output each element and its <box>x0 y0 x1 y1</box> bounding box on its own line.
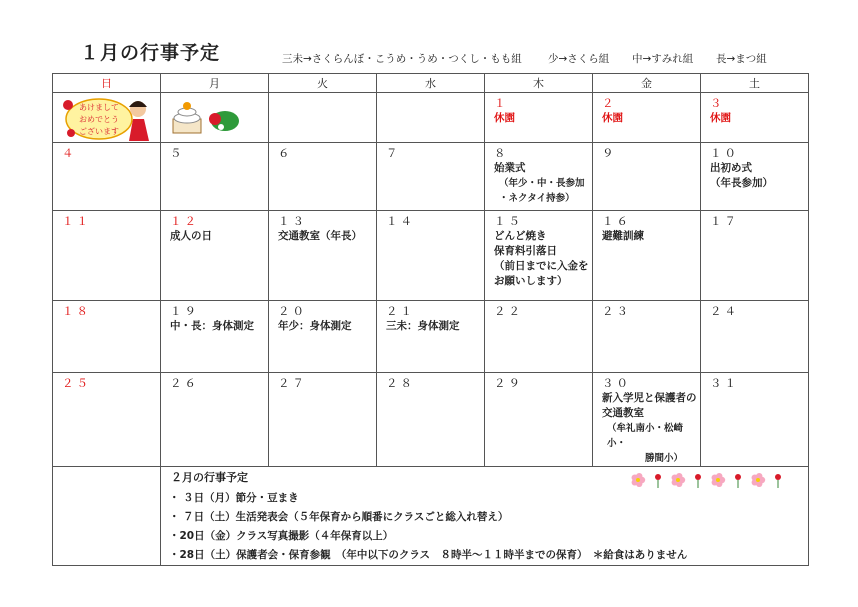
week-row <box>53 211 809 301</box>
day-number: １６ <box>602 214 631 228</box>
day-number: １８ <box>62 304 91 318</box>
weekday-header: 日 <box>53 74 161 93</box>
day-cell <box>269 301 377 373</box>
event-text: ・ネクタイ持参） <box>499 193 575 204</box>
february-event: ・ ３日（月）節分・豆まき <box>169 492 299 504</box>
day-number: １２ <box>170 214 199 228</box>
greeting-line: おめでとう <box>79 115 119 124</box>
event-text: 三未：身体測定 <box>386 320 460 332</box>
day-cell <box>377 211 485 301</box>
day-cell <box>161 301 269 373</box>
day-cell <box>593 301 701 373</box>
day-number: １ <box>494 96 509 110</box>
calendar-body <box>53 93 809 467</box>
day-cell <box>161 93 269 143</box>
day-cell <box>161 373 269 467</box>
event-text: 成人の日 <box>170 230 212 242</box>
february-event: ・ ７日（土）生活発表会（５年保育から順番にクラスごと総入れ替え） <box>169 511 509 523</box>
weekday-header: 火 <box>269 74 377 93</box>
day-cell <box>269 93 377 143</box>
day-cell <box>53 211 161 301</box>
legend-mid: 中→すみれ組 <box>632 53 694 65</box>
day-cell <box>485 373 593 467</box>
event-text: 避難訓練 <box>602 230 644 242</box>
day-number <box>377 93 484 95</box>
day-cell <box>53 93 161 143</box>
week-row <box>53 143 809 211</box>
kagami-mochi-icon <box>165 97 245 137</box>
day-number: ３０ <box>602 376 631 390</box>
day-cell <box>701 373 809 467</box>
event-text: お願いします） <box>494 275 568 287</box>
day-cell <box>485 143 593 211</box>
day-number: ４ <box>62 146 77 160</box>
february-event: ・20日（金）クラス写真撮影（４年保育以上） <box>169 530 394 542</box>
day-cell <box>485 301 593 373</box>
event-text: 出初め式 <box>710 162 752 174</box>
event-text: （牟礼南小・松崎小・ <box>607 423 684 449</box>
day-number: ８ <box>494 146 509 160</box>
february-notes <box>161 467 809 566</box>
day-cell <box>485 211 593 301</box>
new-year-greeting-icon <box>59 95 155 141</box>
day-cell <box>701 143 809 211</box>
weekday-header: 水 <box>377 74 485 93</box>
day-number: １５ <box>494 214 523 228</box>
event-text: 始業式 <box>494 162 526 174</box>
event-text: どんど焼き <box>494 230 547 242</box>
day-number: ２０ <box>278 304 307 318</box>
day-number: ２４ <box>710 304 739 318</box>
day-number: ２ <box>602 96 617 110</box>
day-cell <box>377 93 485 143</box>
page-title: １月の行事予定 <box>80 42 221 64</box>
day-cell <box>377 301 485 373</box>
legend-senior: 長→まつ組 <box>716 53 767 65</box>
day-number: ２７ <box>278 376 307 390</box>
event-text: 交通教室 <box>602 407 644 419</box>
flower-decoration-icon <box>628 469 798 491</box>
day-number: １９ <box>170 304 199 318</box>
weekday-header: 木 <box>485 74 593 93</box>
day-cell <box>161 211 269 301</box>
day-cell <box>593 373 701 467</box>
day-cell <box>701 93 809 143</box>
event-text: 年少：身体測定 <box>278 320 352 332</box>
day-number: ２８ <box>386 376 415 390</box>
event-text: 交通教室（年長） <box>278 230 362 242</box>
day-cell <box>593 93 701 143</box>
weekday-header: 土 <box>701 74 809 93</box>
legend-young: 少→さくら組 <box>548 53 610 65</box>
day-number: ５ <box>170 146 185 160</box>
event-text: （年少・中・長参加 <box>499 178 585 189</box>
event-text: 休園 <box>602 112 623 124</box>
day-cell <box>593 211 701 301</box>
day-number: ２２ <box>494 304 523 318</box>
day-number: ９ <box>602 146 617 160</box>
day-number: ３ <box>710 96 725 110</box>
february-title: ２月の行事予定 <box>171 471 248 484</box>
event-text: （前日までに入金を <box>494 260 589 272</box>
day-number: ２３ <box>602 304 631 318</box>
day-number: １１ <box>62 214 91 228</box>
event-text: 休園 <box>494 112 515 124</box>
day-cell <box>269 373 377 467</box>
event-text: 新入学児と保護者の <box>602 392 697 404</box>
day-cell <box>161 143 269 211</box>
legend-age3: 三未→さくらんぼ・こうめ・うめ・つくし・もも組 <box>282 53 522 65</box>
february-event: ・28日（土）保護者会・保育参観 （年中以下のクラス ８時半～１１時半までの保育） ＊給食はありません <box>169 549 688 561</box>
greeting-line: あけまして <box>79 103 119 112</box>
day-number: ２９ <box>494 376 523 390</box>
day-cell <box>377 373 485 467</box>
empty-cell <box>53 467 161 566</box>
day-number: ７ <box>386 146 401 160</box>
week-row <box>53 373 809 467</box>
day-number: ３１ <box>710 376 739 390</box>
day-number: １７ <box>710 214 739 228</box>
day-number: １３ <box>278 214 307 228</box>
day-cell <box>53 301 161 373</box>
event-text: 休園 <box>710 112 731 124</box>
day-number <box>161 93 268 95</box>
event-text: 勝間小） <box>645 453 684 464</box>
day-cell <box>269 143 377 211</box>
day-cell <box>53 373 161 467</box>
day-cell <box>269 211 377 301</box>
day-number <box>269 93 376 95</box>
day-number: ２６ <box>170 376 199 390</box>
day-number: ２５ <box>62 376 91 390</box>
day-cell <box>701 211 809 301</box>
event-text: 中・長：身体測定 <box>170 320 254 332</box>
day-number: ２１ <box>386 304 415 318</box>
weekday-header: 月 <box>161 74 269 93</box>
day-cell <box>53 143 161 211</box>
event-text: （年長参加） <box>710 177 773 189</box>
calendar-table <box>52 73 809 566</box>
week-row <box>53 93 809 143</box>
day-number: １０ <box>710 146 739 160</box>
day-number: ６ <box>278 146 293 160</box>
week-row <box>53 301 809 373</box>
day-number: １４ <box>386 214 415 228</box>
weekday-header: 金 <box>593 74 701 93</box>
weekday-header-row <box>53 74 809 93</box>
greeting-line: ございます <box>79 127 119 136</box>
day-cell <box>485 93 593 143</box>
event-text: 保育料引落日 <box>494 245 557 257</box>
day-cell <box>593 143 701 211</box>
day-cell <box>701 301 809 373</box>
day-cell <box>377 143 485 211</box>
